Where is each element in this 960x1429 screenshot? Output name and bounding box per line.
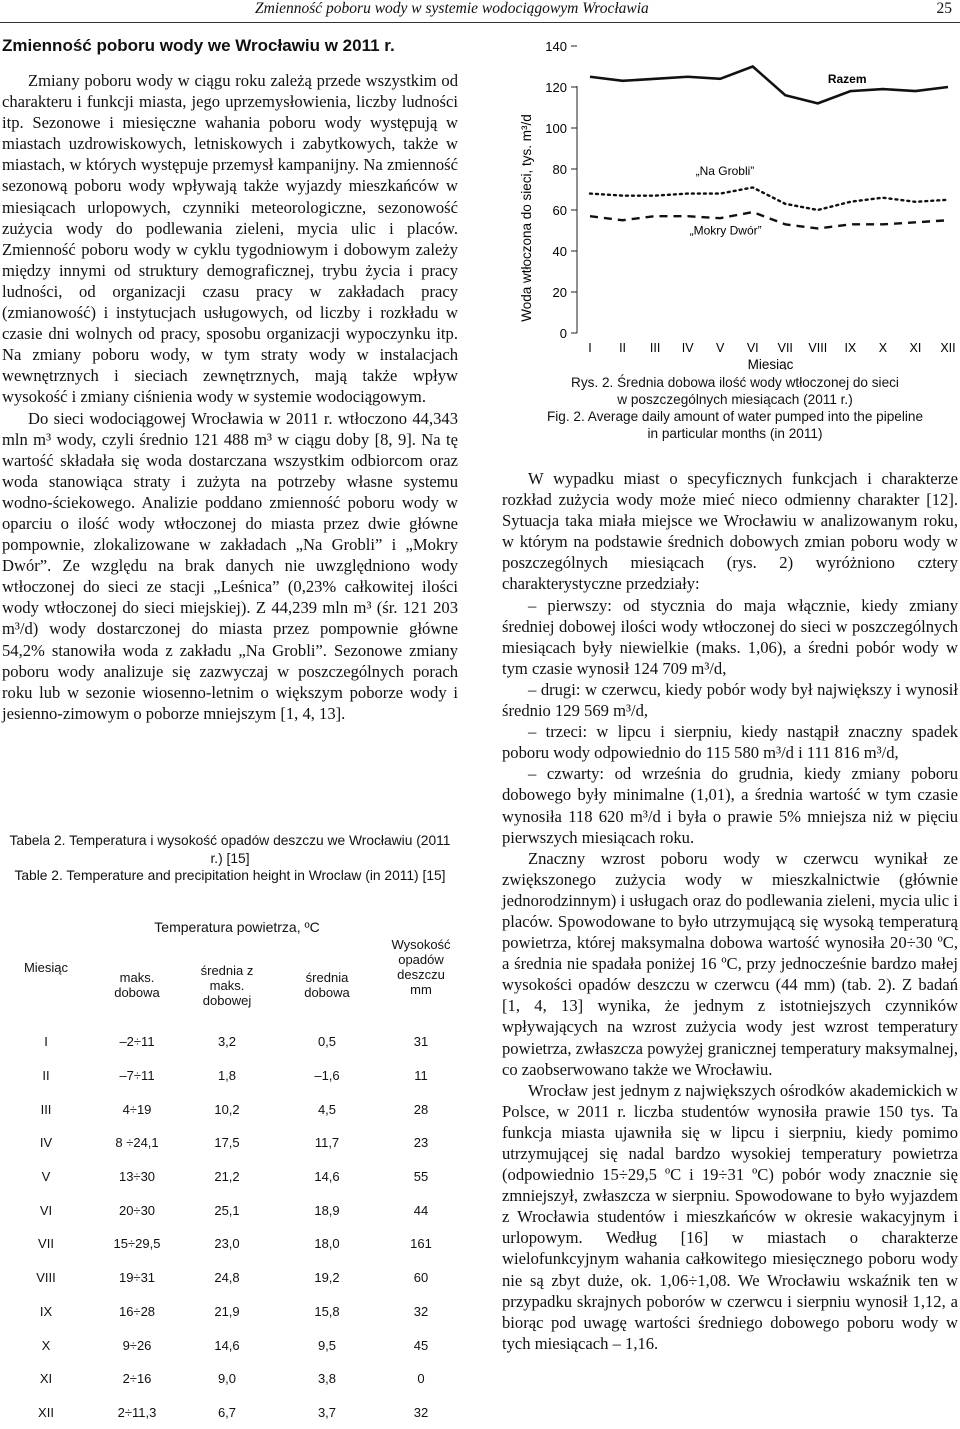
table-cell: VIII: [36, 1270, 56, 1286]
x-axis-label: Miesiąc: [747, 357, 794, 370]
table-row: [0, 1362, 460, 1396]
page-number: 25: [936, 0, 952, 17]
x-tick-label: III: [649, 341, 661, 355]
x-tick-label: VI: [746, 341, 759, 355]
table-cell: 0: [417, 1371, 425, 1387]
y-tick-label: 60: [552, 203, 567, 218]
table-cell: 11: [414, 1068, 428, 1084]
left-column: [2, 70, 458, 724]
paragraph: Zmiany poboru wody w ciągu roku zależą przede wszystkim od charakteru i funkcji miasta, jego uprzemysłowienia, liczby ludności itp. Sezonowe i miesięczne wahania poboru wody występują w miastach uzdrowiskowych, letniskowych i zabytkowych, także w miastach, w których występuje przemysł kampanijny. Na zmienność sezonową poboru wody wpływają także wyjazdy mieszkańców w miesiącach urlopowych, czynniki meteorologiczne, sezonowość zużycia wody do podlewania zieleni, mycia ulic i placów. Zmienność poboru wody w cyklu tygodniowym i dobowym zależy między innymi od struktury demograficznej, trybu życia i pracy ludności, od organizacji czasu pracy w zakładach pracy (zmianowość) i instytucjach usługowych, od liczby i rozkładu w czasie dni wolnych od pracy, sposobu organizacji wypoczynku itp. Na zmiany poboru wody, w tym straty wody w instalacjach wewnętrznych i sieciach zewnętrznych, mają także wpływ wysokość i zmiany ciśnienia wody w systemie wodociągowym.: [2, 71, 458, 407]
table-row: [0, 1261, 460, 1295]
line-chart: [500, 30, 960, 370]
table-row: [0, 1025, 460, 1059]
running-title: Zmienność poboru wody w systemie wodociągowym Wrocławia: [255, 0, 649, 17]
table-cell: 18,9: [314, 1202, 340, 1218]
series-line-2: [590, 212, 948, 228]
table-cell: 10,2: [214, 1101, 240, 1117]
table-cell: 9,5: [317, 1337, 337, 1353]
table-cell: 55: [413, 1169, 429, 1185]
paragraph: – drugi: w czerwcu, kiedy pobór wody był największy i wynosił średnio 129 569 m³/d,: [502, 679, 958, 721]
table-cell: VII: [38, 1236, 54, 1252]
x-tick-label: IX: [844, 341, 857, 355]
table-cell: 11,7: [314, 1135, 340, 1151]
table-cell: IV: [39, 1135, 53, 1151]
table-cell: 60: [413, 1270, 429, 1286]
paragraph: – czwarty: od września do grudnia, kiedy zmiany poboru dobowego były minimalne (1,01), a średnia wartość w tym czasie wynosiła 118 620 m³/d i była o prawie 5% mniejsza niż w pięciu pierwszych miesiącach roku.: [502, 764, 958, 847]
table-cell: II: [42, 1068, 50, 1084]
figure-caption: [510, 374, 960, 442]
table-cell: 15,8: [314, 1303, 340, 1319]
right-column: [502, 468, 958, 1354]
figure-caption-en-2: in particular months (in 2011): [647, 426, 823, 441]
table-cell: 23,0: [214, 1236, 240, 1252]
table-cell: –2÷11: [119, 1034, 155, 1050]
y-tick-label: 100: [545, 121, 567, 136]
table-caption-pl: Tabela 2. Temperatura i wysokość opadów deszczu we Wrocławiu (2011 r.) [15]: [9, 833, 451, 866]
x-tick-label: VII: [777, 341, 793, 355]
table-cell: 4÷19: [122, 1101, 152, 1117]
table-cell: 3,7: [317, 1404, 337, 1420]
table-cell: 9÷26: [122, 1337, 152, 1353]
table-cell: 19÷31: [118, 1270, 156, 1286]
table-cell: III: [40, 1101, 52, 1117]
table-cell: 14,6: [314, 1169, 340, 1185]
table-caption: [2, 832, 458, 885]
table-cell: I: [44, 1034, 48, 1050]
table-cell: 32: [413, 1404, 429, 1420]
series-line-1: [590, 187, 948, 210]
header-month: Miesiąc: [23, 959, 69, 975]
table-cell: 20÷30: [118, 1202, 156, 1218]
header-avg-max: średnia z maks. dobowej: [200, 962, 254, 1008]
table-cell: 4,5: [317, 1101, 337, 1117]
table-cell: 161: [410, 1236, 432, 1252]
table-cell: 25,1: [214, 1202, 240, 1218]
figure-caption-pl-1: Rys. 2. Średnia dobowa ilość wody wtłoczonej do sieci: [571, 375, 899, 390]
section-title: Zmienność poboru wody we Wrocławiu w 2011 r.: [2, 36, 395, 55]
table-row: [0, 1227, 460, 1261]
table-row: [0, 1126, 460, 1160]
table-cell: 0,5: [317, 1034, 337, 1050]
series-line-0: [590, 67, 948, 104]
paragraph: – pierwszy: od stycznia do maja włącznie, kiedy zmiany średniej dobowej ilości wody wtłoczonej do sieci w poszczególnych miesiącach były niewielkie (maks. 1,06), a średni pobór wody w tym czasie wynosił 124 709 m³/d,: [502, 595, 958, 678]
x-tick-label: II: [619, 341, 627, 355]
table-row: [0, 1328, 460, 1362]
paragraph: Do sieci wodociągowej Wrocławia w 2011 r. wtłoczono 44,343 mln m³ wody, czyli średnio 121 488 m³ w ciągu doby [8, 9]. Na tę wartość składała się woda dostarczana wszystkim odbiorcom oraz woda stanowiąca straty i zużyta na potrzeby własne systemu wodno-ściekowego. Analizie poddano zmienność poboru wody w oparciu o ilość wody wtłoczonej do miasta przez dwie główne pompownie, zlokalizowane w zakładach „Na Grobli” i „Mokry Dwór”. Ze względu na brak danych nie uwzględniono wody wtłoczonej do sieci ze stacji „Leśnica” (0,23% całkowitej ilości wody wtłoczonej do sieci miejskiej). Z 44,239 mln m³ (śr. 121 203 m³/d) wody dostarczonej do miasta przez pompownie główne 54,2% stanowiła woda z zakładu „Na Grobli”. Sezonowe zmiany poboru wody analizuje się zazwyczaj w poszczególnych porach roku lub w sezonie wiosenno-letnim o większym poborze wody i jesienno-zimowym o poborze mniejszym [1, 4, 13].: [2, 408, 458, 723]
table-cell: –1,6: [314, 1068, 340, 1084]
table-cell: 21,9: [214, 1303, 240, 1319]
table-row: [0, 1092, 460, 1126]
header-max: maks. dobowa: [114, 970, 160, 1000]
table-row: [0, 1059, 460, 1093]
paragraph: Znaczny wzrost poboru wody w czerwcu wynikał ze zwiększonego zużycia wody w mieszkalnictwie (głównie jednorodzinnym) i usługach oraz do podlewania zieleni, mycia ulic i placów. Spowodowane to było utrzymującą się wysoką temperaturą powietrza, której maksymalna dobowa wartość wynosiła 20÷30 ºC, a średnia nie spadała poniżej 16 ºC, przy jednocześnie bardzo małej wysokości opadów deszczu w czerwcu (44 mm) (tab. 2). Z badań [1, 4, 13] wynika, że jednym z istotniejszych czynników wpływających na wzrost zużycia wody jest wzrost temperatury powietrza, zwłaszcza powyżej granicznej temperatury maksymalnej, co zaobserwowano także we Wrocławiu.: [502, 848, 958, 1079]
figure-caption-pl-2: w poszczególnych miesiącach (2011 r.): [617, 392, 853, 407]
table-row: [0, 1295, 460, 1329]
y-tick-label: 140: [545, 39, 567, 54]
table-row: [0, 1396, 460, 1429]
table-cell: 15÷29,5: [113, 1236, 161, 1252]
header-temperature: Temperatura powietrza, ºC: [154, 919, 320, 935]
table-cell: 32: [413, 1303, 429, 1319]
table-cell: 19,2: [314, 1270, 340, 1286]
y-tick-label: 40: [552, 244, 567, 259]
table-cell: 6,7: [217, 1404, 237, 1420]
x-tick-label: X: [878, 341, 888, 355]
table-cell: 16÷28: [118, 1303, 156, 1319]
table-cell: 17,5: [214, 1135, 240, 1151]
chart-annotation: „Na Grobli”: [695, 164, 755, 179]
table-cell: 44: [413, 1202, 429, 1218]
table-cell: 2÷16: [122, 1371, 152, 1387]
y-tick-label: 0: [559, 326, 567, 341]
x-tick-label: V: [716, 341, 725, 355]
x-tick-label: I: [588, 341, 592, 355]
page-header: [0, 0, 960, 23]
table-cell: 24,8: [214, 1270, 240, 1286]
table-row: [0, 1160, 460, 1194]
table-cell: 9,0: [217, 1371, 237, 1387]
table-cell: VI: [39, 1202, 53, 1218]
table-cell: V: [41, 1169, 51, 1185]
table-caption-en: Table 2. Temperature and precipitation height in Wroclaw (in 2011) [15]: [14, 868, 446, 883]
x-tick-label: VIII: [808, 341, 828, 355]
table-cell: 31: [413, 1034, 429, 1050]
paragraph: Wrocław jest jednym z największych ośrodków akademickich w Polsce, w 2011 r. liczba studentów wynosiła prawie 150 tys. Ta funkcja miasta ujawniła się w lipcu i sierpniu, kiedy pomimo utrzymującej się nadal bardzo wysokiej temperatury powietrza (odpowiednio 15÷29,5 ºC i 19÷31 ºC) pobór wody znacznie się zmniejszył, zwłaszcza w sierpniu. Spowodowane to było wyjazdem z Wrocławia studentów i mieszkańców w okresie wakacyjnym i urlopowym. Według [16] w miastach o charakterze wielofunkcyjnym wahania całkowitego miesięcznego poboru wody nie są zbyt duże, ok. 1,06÷1,08. We Wrocławiu wskaźnik ten w przypadku skrajnych poborów w czerwcu i sierpniu wynosił 1,12, a biorąc pod uwagę wartości średniego dobowego poboru wody w tych miesiącach – 1,16.: [502, 1080, 958, 1353]
table-cell: X: [41, 1337, 51, 1353]
x-tick-label: XII: [940, 341, 956, 355]
chart: [500, 30, 960, 370]
chart-annotation: Razem: [827, 71, 867, 86]
paragraph: – trzeci: w lipcu i sierpniu, kiedy nastąpił znaczny spadek poboru wody odpowiednio do 115 580 m³/d i 111 816 m³/d,: [502, 722, 958, 763]
y-tick-label: 80: [552, 162, 567, 177]
table-cell: 21,2: [214, 1169, 240, 1185]
table-row: [0, 1193, 460, 1227]
header-avg: średnia dobowa: [304, 970, 350, 1000]
table-cell: XII: [38, 1404, 54, 1420]
table-cell: 18,0: [314, 1236, 340, 1252]
table-cell: IX: [39, 1303, 53, 1319]
table-cell: 23: [413, 1135, 429, 1151]
y-axis-label: Woda wtłoczona do sieci, tys. m³/d: [519, 114, 534, 322]
table-cell: –7÷11: [119, 1068, 155, 1084]
table-cell: 14,6: [214, 1337, 240, 1353]
y-tick-label: 20: [552, 285, 567, 300]
y-tick-label: 120: [545, 80, 567, 95]
header-precipitation: Wysokość opadów deszczu mm: [391, 937, 451, 997]
table-cell: 3,2: [217, 1034, 237, 1050]
x-tick-label: IV: [681, 341, 694, 355]
table-cell: 13÷30: [118, 1169, 156, 1185]
chart-annotation: „Mokry Dwór”: [689, 223, 762, 238]
table-cell: 45: [413, 1337, 429, 1353]
figure-caption-en-1: Fig. 2. Average daily amount of water pumped into the pipeline: [546, 409, 924, 424]
table-cell: 2÷11,3: [117, 1404, 157, 1420]
paragraph: W wypadku miast o specyficznych funkcjach i charakterze rozkład zużycia wody może mieć nieco odmienny charakter [12]. Sytuacja taka miała miejsce we Wrocławiu w analizowanym roku, w którym na podstawie średnich dobowych zmian poboru wody w poszczególnych miesiącach (rys. 2) wyróżniono cztery charakterystyczne przedziały:: [502, 469, 958, 594]
table-cell: 28: [413, 1101, 429, 1117]
x-tick-label: XI: [909, 341, 922, 355]
temperature-table: [0, 909, 460, 1429]
table-cell: 1,8: [217, 1068, 237, 1084]
table-cell: XI: [39, 1371, 53, 1387]
table-cell: 3,8: [317, 1371, 337, 1387]
table-cell: 8 ÷24,1: [115, 1135, 159, 1151]
